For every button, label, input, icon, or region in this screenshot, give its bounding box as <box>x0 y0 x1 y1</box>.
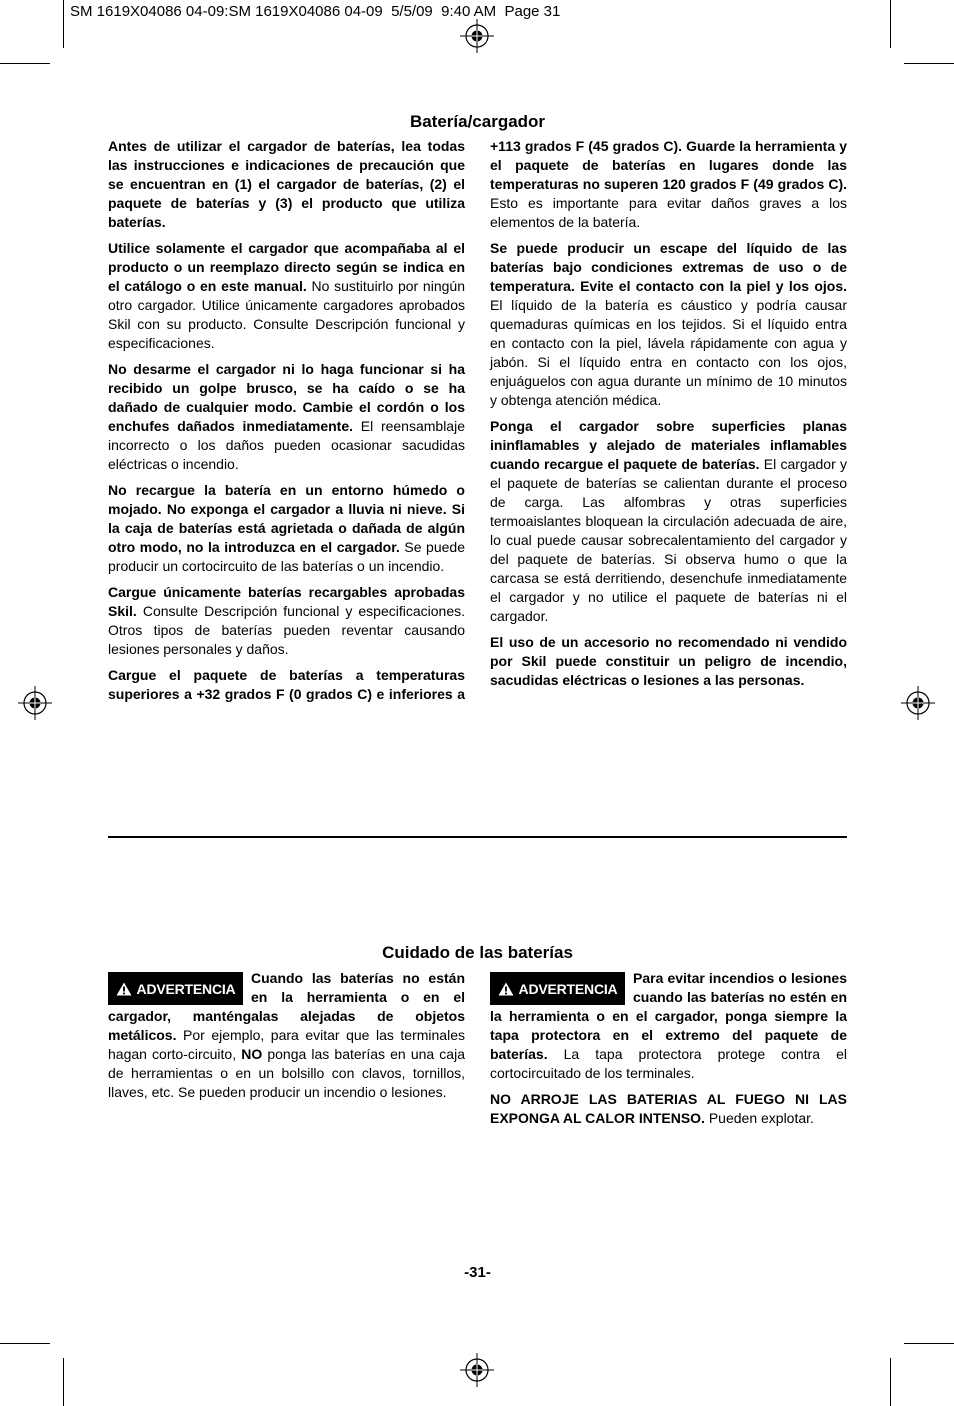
warning-badge <box>490 972 625 1005</box>
paragraph-bold: Antes de utilizar el cargador de baterías, lea todas las instrucciones e indicaciones de precaución que se encuentran en (1) el cargador de baterías, (2) el paquete de baterías y (3) el producto que utiliza baterías. <box>108 138 465 230</box>
paragraph-read-instructions <box>108 137 465 232</box>
paragraph-bold: Cargue únicamente baterías recargables aprobadas Skil. <box>108 584 465 619</box>
paragraph-bold: +113 grados F (45 grados C). Guarde la herramienta y el paquete de baterías en lugares donde las temperaturas no superen 120 grados F (49 grados C). <box>490 138 847 192</box>
print-slug: SM 1619X04086 04-09:SM 1619X04086 04-09 5/5/09 9:40 AM Page 31 <box>70 3 561 20</box>
paragraph-bold: El uso de un accesorio no recomendado ni vendido por Skil puede constituir un peligro de incendio, sacudidas eléctricas o lesiones a las personas. <box>490 634 847 688</box>
crop-mark <box>0 1343 50 1344</box>
paragraph-text: No sustituirlo por ningún otro cargador. Utilice únicamente cargadores aprobados Skil con su producto. Consulte Descripción funcional y especificaciones. <box>108 278 465 351</box>
paragraph-bold: NO ARROJE LAS BATERIAS AL FUEGO NI LAS EXPONGA AL CALOR INTENSO. <box>490 1091 847 1126</box>
crop-mark <box>0 63 50 64</box>
paragraph-bold: Ponga el cargador sobre superficies planas ininflamables y alejado de materiales inflamables cuando recargue el paquete de baterías. <box>490 418 847 472</box>
paragraph-charge-temperature <box>108 666 465 704</box>
paragraph-use-supplied-charger <box>108 239 465 353</box>
paragraph-bold: Utilice solamente el cargador que acompañaba al el producto o un reemplazo directo según se indica en el catálogo o en este manual. <box>108 240 465 294</box>
paragraph-do-not-disassemble <box>108 360 465 474</box>
page-number: -31- <box>464 1264 491 1281</box>
paragraph-text: Esto es importante para evitar daños graves a los elementos de la batería. <box>490 195 847 230</box>
paragraph-emphasis: NO <box>241 1046 263 1062</box>
warning-label: ADVERTENCIA <box>136 980 236 997</box>
warning-triangle-icon <box>498 982 514 996</box>
paragraph-text: Pueden explotar. <box>704 1110 814 1126</box>
paragraph-approved-batteries <box>108 583 465 659</box>
warning-badge <box>108 972 243 1005</box>
paragraph-text: El reensamblaje incorrecto o los daños pueden ocasionar sacudidas eléctricas o incendio. <box>108 418 465 472</box>
battery-care-left-column <box>108 969 465 1109</box>
paragraph-text: Consulte Descripción funcional y especificaciones. Otros tipos de baterías pueden reventar causando lesiones personales y daños. <box>108 603 465 657</box>
warning-triangle-icon <box>116 982 132 996</box>
paragraph-text: Por ejemplo, para evitar que las terminales hagan corto-circuito, <box>108 1027 465 1062</box>
paragraph-text: El líquido de la batería es cáustico y podría causar quemaduras químicas en los tejidos. Si el líquido entra en contacto con la piel, lávela rápidamente con agua y jabón. Si el líquido entra en contacto con los ojos, enjuáguelos con agua durante un mínimo de 10 minutos y obtenga atención médica. <box>490 297 847 408</box>
paragraph-text: ponga las baterías en una caja de herramientas o en un bolsillo con clavos, tornillos, llaves, etc. Se pueden producir un incendio o lesiones. <box>108 1046 465 1100</box>
registration-mark-top-icon <box>457 16 497 56</box>
section-title-battery-care: Cuidado de las baterías <box>382 943 573 962</box>
paragraph-bold: No desarme el cargador ni lo haga funcionar si ha recibido un golpe brusco, se ha caído o se ha dañado de cualquier modo. Cambie el cordón o los enchufes dañados inmediatamente. <box>108 361 465 434</box>
section-title-battery-charger: Batería/cargador <box>409 112 546 131</box>
paragraph-text: Se puede producir un cortocircuito de las baterías o un incendio. <box>108 539 465 574</box>
paragraph-text: La tapa protectora protege contra el cortocircuitado de los terminales. <box>490 1046 847 1081</box>
registration-mark-left-icon <box>15 683 55 723</box>
paragraph-bold: No recargue la batería en un entorno húmedo o mojado. No exponga el cargador a lluvia ni nieve. Si la caja de baterías está agrietada o dañada de algún otro modo, no la introduzca en el cargador. <box>108 482 465 555</box>
crop-mark <box>904 63 954 64</box>
registration-mark-right-icon <box>898 683 938 723</box>
battery-charger-right-column <box>490 137 847 697</box>
paragraph-charger-placement <box>490 417 847 626</box>
paragraph-fire-warning <box>490 1090 847 1128</box>
crop-mark <box>63 0 64 48</box>
paragraph-storage-temperature <box>490 137 847 232</box>
battery-care-right-column <box>490 969 847 1135</box>
paragraph-bold: Cuando las baterías no están en la herramienta o en el cargador, manténgalas alejadas de objetos metálicos. <box>108 970 465 1043</box>
warning-label: ADVERTENCIA <box>518 980 618 997</box>
crop-mark <box>890 1358 891 1406</box>
battery-charger-left-column <box>108 137 465 711</box>
paragraph-accessory-warning <box>490 633 847 690</box>
paragraph-no-wet-charging <box>108 481 465 576</box>
paragraph-battery-leak <box>490 239 847 410</box>
paragraph-bold: Para evitar incendios o lesiones cuando las baterías no estén en la herramienta o en el cargador, ponga siempre la tapa protectora en el extremo del paquete de baterías. <box>490 970 847 1062</box>
paragraph-text: El cargador y el paquete de baterías se calientan durante el proceso de carga. Las alfombras y otras superficies termoaislantes bloquean la circulación adecuada de aire, lo cual puede causar sobrecalentamiento del cargador y del paquete de baterías. Si observa humo o que la carcasa se está derritiendo, desenchufe inmediatamente el cargador y no utilice el paquete de baterías ni el cargador. <box>490 456 848 624</box>
registration-mark-bottom-icon <box>457 1350 497 1390</box>
paragraph-bold: Cargue el paquete de baterías a temperaturas superiores a +32 grados F (0 grados C) e inferiores a <box>108 667 465 702</box>
crop-mark <box>63 1358 64 1406</box>
section-divider <box>108 836 847 838</box>
paragraph-bold: Se puede producir un escape del líquido de las baterías bajo condiciones extremas de uso o de temperatura. Evite el contacto con la piel y los ojos. <box>490 240 847 294</box>
paragraph-protective-cap-warning <box>490 969 847 1083</box>
crop-mark <box>890 0 891 48</box>
crop-mark <box>904 1343 954 1344</box>
paragraph-metal-objects-warning <box>108 969 465 1102</box>
